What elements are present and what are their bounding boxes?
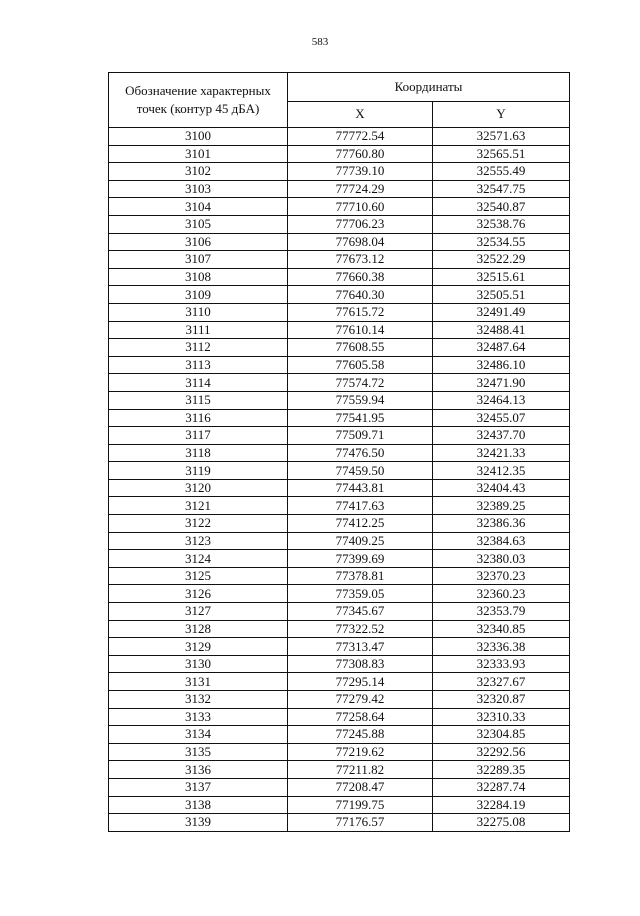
y-cell: 32421.33 [433,444,570,462]
x-cell: 77359.05 [288,585,433,603]
point-cell: 3134 [109,726,288,744]
point-cell: 3129 [109,638,288,656]
table-header [109,73,570,128]
y-cell: 32353.79 [433,603,570,621]
table-row [109,356,570,374]
table-row [109,427,570,445]
table-row [109,638,570,656]
point-cell: 3108 [109,268,288,286]
table-row [109,603,570,621]
y-cell: 32384.63 [433,532,570,550]
table-row [109,497,570,515]
point-cell: 3116 [109,409,288,427]
table-row [109,462,570,480]
table-row [109,374,570,392]
y-cell: 32275.08 [433,814,570,832]
y-cell: 32304.85 [433,726,570,744]
point-cell: 3137 [109,778,288,796]
y-cell: 32292.56 [433,743,570,761]
y-cell: 32540.87 [433,198,570,216]
x-cell: 77509.71 [288,427,433,445]
x-cell: 77412.25 [288,515,433,533]
x-cell: 77459.50 [288,462,433,480]
point-cell: 3132 [109,691,288,709]
y-cell: 32360.23 [433,585,570,603]
y-cell: 32327.67 [433,673,570,691]
point-cell: 3133 [109,708,288,726]
table-row [109,761,570,779]
x-cell: 77313.47 [288,638,433,656]
y-cell: 32486.10 [433,356,570,374]
point-cell: 3101 [109,145,288,163]
x-cell: 77443.81 [288,479,433,497]
x-cell: 77399.69 [288,550,433,568]
point-cell: 3135 [109,743,288,761]
table-row [109,655,570,673]
table-row [109,215,570,233]
y-cell: 32491.49 [433,303,570,321]
point-column-header: Обозначение характерных точек (контур 45 дБА) [109,73,288,128]
y-cell: 32287.74 [433,778,570,796]
y-cell: 32464.13 [433,391,570,409]
table-row [109,444,570,462]
point-cell: 3109 [109,286,288,304]
y-cell: 32333.93 [433,655,570,673]
x-cell: 77245.88 [288,726,433,744]
y-cell: 32320.87 [433,691,570,709]
x-cell: 77211.82 [288,761,433,779]
point-cell: 3124 [109,550,288,568]
x-cell: 77279.42 [288,691,433,709]
table-row [109,145,570,163]
point-cell: 3112 [109,339,288,357]
y-cell: 32565.51 [433,145,570,163]
x-cell: 77760.80 [288,145,433,163]
point-cell: 3103 [109,180,288,198]
point-cell: 3119 [109,462,288,480]
table-body [109,128,570,832]
x-cell: 77409.25 [288,532,433,550]
x-cell: 77739.10 [288,163,433,181]
table-row [109,198,570,216]
point-cell: 3122 [109,515,288,533]
x-cell: 77308.83 [288,655,433,673]
point-cell: 3131 [109,673,288,691]
y-cell: 32412.35 [433,462,570,480]
y-cell: 32571.63 [433,128,570,146]
y-cell: 32289.35 [433,761,570,779]
x-cell: 77378.81 [288,567,433,585]
y-cell: 32538.76 [433,215,570,233]
point-cell: 3113 [109,356,288,374]
x-cell: 77258.64 [288,708,433,726]
y-cell: 32370.23 [433,567,570,585]
coordinates-table [108,72,570,832]
point-cell: 3110 [109,303,288,321]
coordinates-column-header: Координаты [288,73,570,102]
table-row [109,479,570,497]
table-row [109,180,570,198]
table-row [109,233,570,251]
x-column-header: X [288,101,433,127]
y-cell: 32284.19 [433,796,570,814]
point-cell: 3138 [109,796,288,814]
table-row [109,268,570,286]
table-row [109,321,570,339]
table-row [109,163,570,181]
x-cell: 77219.62 [288,743,433,761]
y-cell: 32437.70 [433,427,570,445]
table-row [109,585,570,603]
table-row [109,251,570,269]
y-cell: 32310.33 [433,708,570,726]
table-row [109,708,570,726]
y-cell: 32534.55 [433,233,570,251]
point-cell: 3100 [109,128,288,146]
table-row [109,620,570,638]
x-cell: 77698.04 [288,233,433,251]
table-row [109,286,570,304]
point-cell: 3118 [109,444,288,462]
point-cell: 3115 [109,391,288,409]
point-cell: 3125 [109,567,288,585]
table-row [109,409,570,427]
x-cell: 77322.52 [288,620,433,638]
y-cell: 32547.75 [433,180,570,198]
y-cell: 32455.07 [433,409,570,427]
x-cell: 77559.94 [288,391,433,409]
table-row [109,128,570,146]
x-cell: 77610.14 [288,321,433,339]
point-cell: 3117 [109,427,288,445]
y-cell: 32380.03 [433,550,570,568]
point-cell: 3107 [109,251,288,269]
x-cell: 77541.95 [288,409,433,427]
x-cell: 77608.55 [288,339,433,357]
y-cell: 32340.85 [433,620,570,638]
x-cell: 77199.75 [288,796,433,814]
y-column-header: Y [433,101,570,127]
x-cell: 77574.72 [288,374,433,392]
point-cell: 3114 [109,374,288,392]
table-row [109,814,570,832]
point-cell: 3130 [109,655,288,673]
table-row [109,567,570,585]
table-row [109,726,570,744]
y-cell: 32386.36 [433,515,570,533]
point-cell: 3136 [109,761,288,779]
x-cell: 77345.67 [288,603,433,621]
point-cell: 3126 [109,585,288,603]
y-cell: 32555.49 [433,163,570,181]
x-cell: 77605.58 [288,356,433,374]
x-cell: 77724.29 [288,180,433,198]
y-cell: 32471.90 [433,374,570,392]
y-cell: 32522.29 [433,251,570,269]
table-row [109,550,570,568]
x-cell: 77673.12 [288,251,433,269]
y-cell: 32505.51 [433,286,570,304]
table-row [109,391,570,409]
point-cell: 3105 [109,215,288,233]
y-cell: 32515.61 [433,268,570,286]
point-cell: 3120 [109,479,288,497]
table-row [109,796,570,814]
point-cell: 3121 [109,497,288,515]
table-row [109,532,570,550]
x-cell: 77640.30 [288,286,433,304]
point-cell: 3104 [109,198,288,216]
x-cell: 77615.72 [288,303,433,321]
table-row [109,691,570,709]
point-cell: 3123 [109,532,288,550]
point-cell: 3139 [109,814,288,832]
x-cell: 77706.23 [288,215,433,233]
page-number: 583 [311,36,329,48]
x-cell: 77176.57 [288,814,433,832]
y-cell: 32404.43 [433,479,570,497]
point-cell: 3127 [109,603,288,621]
y-cell: 32389.25 [433,497,570,515]
x-cell: 77476.50 [288,444,433,462]
y-cell: 32336.38 [433,638,570,656]
y-cell: 32488.41 [433,321,570,339]
x-cell: 77208.47 [288,778,433,796]
point-cell: 3111 [109,321,288,339]
x-cell: 77417.63 [288,497,433,515]
table-row [109,673,570,691]
table-row [109,778,570,796]
point-cell: 3128 [109,620,288,638]
x-cell: 77295.14 [288,673,433,691]
point-cell: 3102 [109,163,288,181]
y-cell: 32487.64 [433,339,570,357]
table-row [109,303,570,321]
x-cell: 77772.54 [288,128,433,146]
x-cell: 77660.38 [288,268,433,286]
table-row [109,743,570,761]
point-cell: 3106 [109,233,288,251]
x-cell: 77710.60 [288,198,433,216]
table-row [109,515,570,533]
table-row [109,339,570,357]
